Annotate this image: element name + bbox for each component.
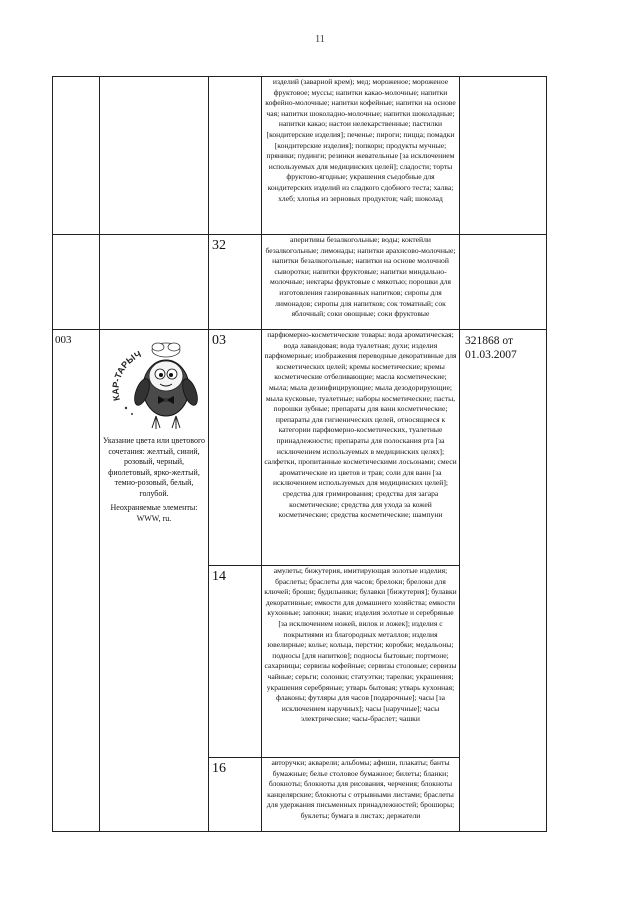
logo-wordmark: КАР-ТАРЫЧ <box>110 348 143 402</box>
trademark-cell <box>100 330 209 832</box>
entry-number-cell <box>53 77 100 235</box>
class-number <box>209 77 262 235</box>
mark-cell <box>100 77 209 235</box>
registration-cell <box>460 77 547 235</box>
entry-number-cell <box>53 235 100 330</box>
page-number: 11 <box>315 34 325 45</box>
registration-number: 321868 от 01.03.2007 <box>460 330 547 832</box>
registry-table <box>52 76 547 832</box>
goods-list: аперитивы безалкогольные; воды; коктейли безалкогольные; лимонады; напитки арахисово-молочные; напитки безалкогольные; напитки на основе молочной сыворотки; напитки фруктовые; напитки миндально-молочные; нектары фруктовые с мякотью; порошки для изготовления газированных напитков; сиропы для лимонадов; сиропы для напитков; сок томатный; сок яблочный; соки овощные; соки фруктовые <box>262 235 460 330</box>
goods-list: парфюмерно-косметические товары: вода ароматическая; вода лавандовая; вода туалетная; духи; изделия парфюмерные; изображения переводные декоративные для косметических целей; кремы косметические; кремы косметические отбеливающие; масла косметические; мыла; мыла дезинфицирующие; мыла дезодорирующие; мыла кусковые, туалетные; наборы косметические; пасты, порошки зубные; препараты для ванн косметические; препараты для гигиенических целей, относящиеся к категории парфюмерно-косметических, туалетные принадлежности; препараты для полоскания рта [за исключением используемых в медицинских целях]; салфетки, пропитанные косметическими лосьонами; смеси ароматические из цветов и трав; соли для ванн [за исключением используемых для медицинских целей]; средства для гримирования; средства для загара косметические; средства для ухода за кожей косметические; средства косметические; шампуни <box>262 330 460 566</box>
table-row <box>53 330 547 566</box>
goods-list: амулеты; бижутерия, имитирующая золотые изделия; браслеты; браслеты для часов; брелоки; брелоки для ключей; броши; будильники; булавки [бижутерия]; булавки декоративные; емкости для домашнего хозяйства; емкости кухонные; запонки; знаки; изделия золотые и серебряные [за исключением ножей, вилок и ложек]; изделия с покрытиями из благородных металлов; изделия ювелирные; колье; кольца, перстни; коробки; медальоны; подносы [для напитков]; подносы бытовые; портмоне; сахарницы; сервизы кофейные; сервизы столовые; сервизы чайные; серьги; солонки; статуэтки; тарелки; украшения; украшения серебряные; утварь бытовая; утварь кухонная; флаконы; футляры для часов [подарочные]; часы [за исключением наручных]; часы [наручные]; часы электрические; часы-браслет; чашки <box>262 566 460 758</box>
entry-number: 003 <box>53 330 100 832</box>
goods-list: авторучки; акварели; альбомы; афиши, плакаты; банты бумажные; белье столовое бумажное; билеты; бланки; блокноты; блокноты для рисования, черчения; блокноты канцелярские; блокноты с отрывными листами; браслеты для удержания письменных принадлежностей; брошюры; буклеты; бумага в листах; держатели <box>262 758 460 832</box>
table-row <box>53 235 547 330</box>
table-row <box>53 77 547 235</box>
trademark-logo <box>106 336 202 436</box>
unprotected-elements: Неохраняемые элементы: WWW, ru. <box>110 503 198 523</box>
registration-cell <box>460 235 547 330</box>
goods-list: изделий (заварной крем); мед; мороженое; мороженое фруктовое; муссы; напитки какао-молочные; напитки кофейно-молочные; напитки кофейные; напитки на основе чая; напитки шоколадно-молочные; напитки шоколадные; напитки какао; настои нелекарственные; пастилки [кондитерские изделия]; печенье; пироги; пицца; помадки [кондитерские изделия]; попкорн; продукты мучные; пряники; пудинги; резинки жевательные [за исключением используемых для медицинских целей]; сладости; торты фруктово-ягодные; украшения съедобные для кондитерских изделий из сладкого сдобного теста; халва; хлеб; хлопья из зерновых продуктов; чай; шоколад <box>262 77 460 235</box>
class-number: 16 <box>209 758 262 832</box>
class-number: 03 <box>209 330 262 566</box>
class-number: 32 <box>209 235 262 330</box>
mark-cell <box>100 235 209 330</box>
class-number: 14 <box>209 566 262 758</box>
color-specification: Указание цвета или цветового сочетания: желтый, синий, розовый, черный, фиолетовый, ярко-желтый, темно-розовый, белый, голубой. <box>102 436 206 498</box>
